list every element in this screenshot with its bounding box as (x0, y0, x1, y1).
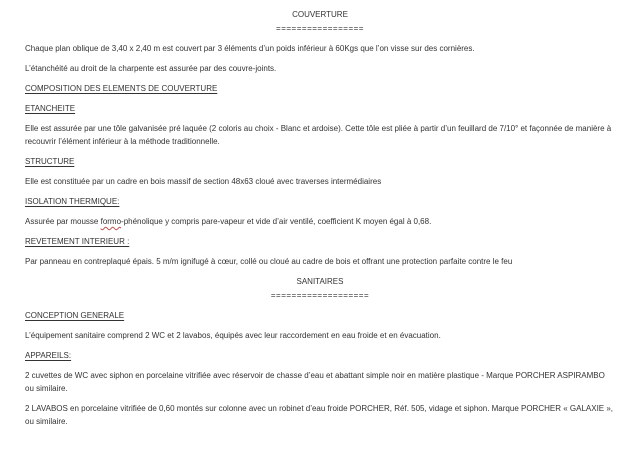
heading-etancheite (25, 102, 615, 115)
heading-etancheite-text: ETANCHEITE (25, 104, 76, 113)
isolation-text-suffix: -phénolique y compris pare-vapeur et vide d’air ventilé, coefficient K moyen égal à 0,68. (121, 217, 432, 226)
heading-revetement (25, 235, 615, 248)
heading-structure-text: STRUCTURE (25, 157, 75, 166)
title-underline-row: =================== (270, 291, 370, 300)
isolation-text-prefix: Assurée par mousse (25, 217, 101, 226)
paragraph-plan-oblique: Chaque plan oblique de 3,40 x 2,40 m est couvert par 3 éléments d’un poids inférieur à 60Kgs que l’on visse sur des cornières. (25, 44, 475, 53)
paragraph-structure: Elle est constituée par un cadre en bois massif de section 48x63 cloué avec traverses intermédiaires (25, 177, 382, 186)
paragraph-etancheite-droit: L’étanchéité au droit de la charpente est assurée par des couvre-joints. (25, 64, 277, 73)
section-title-sanitaires: SANITAIRES (296, 277, 344, 286)
heading-isolation (25, 195, 615, 208)
heading-appareils-text: APPAREILS: (25, 351, 72, 360)
heading-composition-text: COMPOSITION DES ELEMENTS DE COUVERTURE (25, 84, 218, 93)
heading-conception-text: CONCEPTION GENERALE (25, 311, 125, 320)
heading-conception (25, 309, 615, 322)
paragraph-isolation (25, 215, 615, 228)
paragraph-conception: L’équipement sanitaire comprend 2 WC et 2 lavabos, équipés avec leur raccordement en eau froide et en évacuation. (25, 331, 441, 340)
heading-composition (25, 82, 615, 95)
paragraph-cuvettes: 2 cuvettes de WC avec siphon en porcelaine vitrifiée avec réservoir de chasse d’eau et abattant simple noir en matière plastique - Marque PORCHER ASPIRAMBO ou similaire. (25, 371, 605, 393)
heading-revetement-text: REVETEMENT INTERIEUR : (25, 237, 130, 246)
paragraph-lavabos: 2 LAVABOS en porcelaine vitrifiée de 0,60 montés sur colonne avec un robinet d’eau froide PORCHER, Réf. 505, vidage et siphon. Marque PORCHER « GALAXIE », ou similaire. (25, 404, 614, 426)
heading-isolation-text: ISOLATION THERMIQUE: (25, 197, 120, 206)
section-title-couverture: COUVERTURE (292, 10, 348, 19)
heading-appareils (25, 349, 615, 362)
isolation-misspelled-word: formo (100, 217, 122, 226)
paragraph-etancheite: Elle est assurée par une tôle galvanisée pré laquée (2 coloris au choix - Blanc et ardoise). Cette tôle est pliée à partir d’un feuillard de 7/10° et façonnée de manière à recouvrir l’élément inférieur à la méthode traditionnelle. (25, 124, 612, 146)
heading-structure (25, 155, 615, 168)
paragraph-revetement: Par panneau en contreplaqué épais. 5 m/m ignifugé à cœur, collé ou cloué au cadre de bois et offrant une protection parfaite contre le feu (25, 257, 513, 266)
title-underline-row: ================= (276, 24, 364, 33)
